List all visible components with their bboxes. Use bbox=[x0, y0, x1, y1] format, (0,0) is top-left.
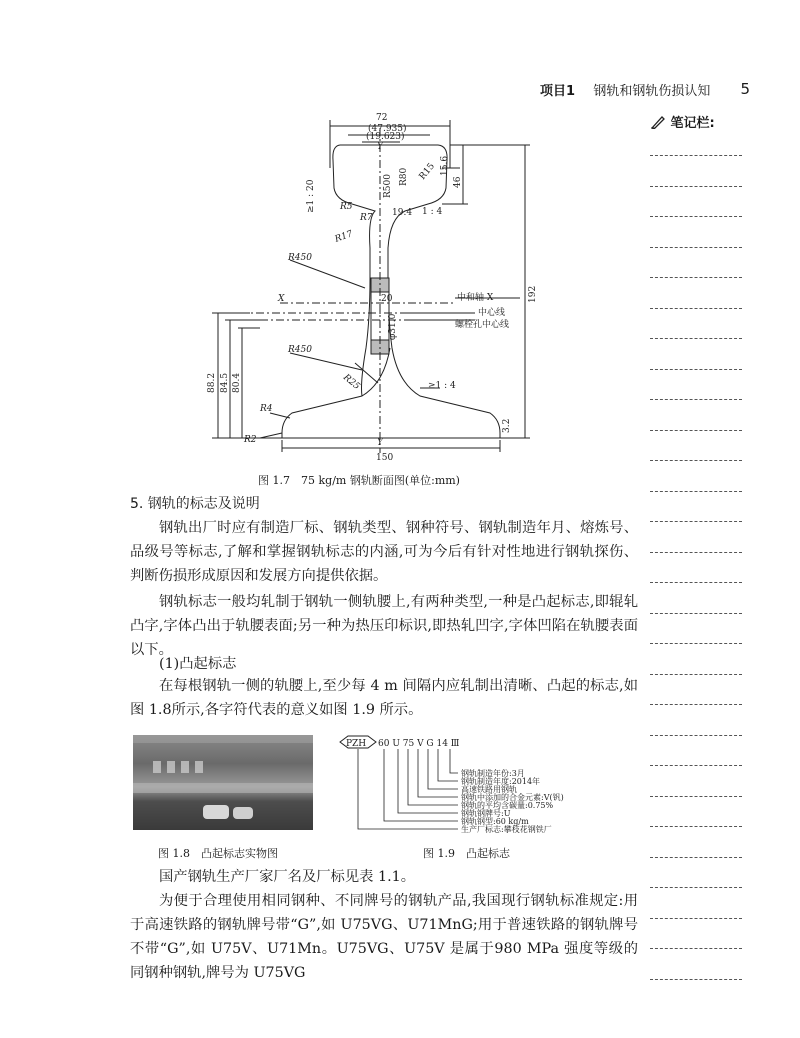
raised-mark-photo bbox=[133, 735, 313, 830]
dim-phi-31: φ31.0 bbox=[388, 313, 398, 340]
pen-icon bbox=[650, 115, 666, 129]
paragraph-4: 国产钢轨生产厂家厂名及厂标见表 1.1。 bbox=[159, 869, 416, 885]
legend-item: 钢轨钢牌号:U bbox=[461, 809, 511, 818]
dim-r17: R17 bbox=[333, 229, 355, 245]
chapter-title: 钢轨和钢轨伤损认知 bbox=[593, 84, 711, 99]
note-line bbox=[650, 369, 742, 370]
dim-r25: R25 bbox=[341, 372, 362, 393]
legend-item: 钢轨制造年度:2014年 bbox=[461, 777, 541, 786]
dim-150: 150 bbox=[376, 453, 394, 463]
note-line bbox=[650, 918, 742, 919]
axis-y-top: Y bbox=[377, 142, 383, 152]
raised-mark-legend-diagram bbox=[338, 735, 618, 835]
dim-19-4: 19.4 bbox=[392, 208, 413, 218]
page-number: 5 bbox=[740, 80, 750, 98]
note-line bbox=[650, 277, 742, 278]
figure-1-7-caption: 图 1.7 75 kg/m 钢轨断面图(单位:mm) bbox=[258, 474, 460, 487]
note-line bbox=[650, 399, 742, 400]
dim-r15: R15 bbox=[417, 161, 438, 182]
bolt-center-label: 螺栓孔中心线 bbox=[455, 320, 510, 330]
note-line bbox=[650, 948, 742, 949]
legend-item: 钢轨中添加的合金元素:V(钒) bbox=[461, 793, 564, 802]
project-label: 项目1 bbox=[540, 84, 576, 99]
neutral-axis-label: 中和轴 X bbox=[457, 293, 494, 303]
dim-r2: R2 bbox=[244, 435, 257, 445]
note-line bbox=[650, 186, 742, 187]
dim-72: 72 bbox=[376, 113, 388, 123]
note-line bbox=[650, 460, 742, 461]
dim-80-4: 80.4 bbox=[232, 372, 242, 393]
dim-192: 192 bbox=[528, 285, 538, 303]
note-line bbox=[650, 430, 742, 431]
note-line bbox=[650, 338, 742, 339]
note-line bbox=[650, 216, 742, 217]
note-line bbox=[650, 521, 742, 522]
axis-y-bottom: Y bbox=[377, 438, 383, 448]
legend-item: 高速铁路用钢轨 bbox=[461, 785, 517, 794]
slope-1-4-a: 1 : 4 bbox=[422, 207, 443, 217]
dim-19: (19.623) bbox=[366, 132, 405, 142]
running-header bbox=[540, 80, 750, 99]
legend-item: 钢轨制造年份:3月 bbox=[461, 769, 525, 778]
dim-r80: R80 bbox=[399, 167, 409, 186]
note-line bbox=[650, 155, 742, 156]
dim-84-5: 84.5 bbox=[220, 372, 230, 393]
note-line bbox=[650, 826, 742, 827]
note-line bbox=[650, 704, 742, 705]
dim-47: (47.935) bbox=[368, 124, 407, 134]
note-line bbox=[650, 247, 742, 248]
paragraph-5: 为便于合理使用相同钢种、不同牌号的钢轨产品,我国现行钢轨标准规定:用于高速铁路的钢轨牌号带“G”,如 U75VG、U71MnG;用于普速铁路的钢轨牌号不带“G”,如 U75V、U71Mn。U75VG、U75V 是属于980 MPa 强度等级的同钢种钢轨,牌号为 U75VG bbox=[130, 893, 638, 981]
dim-15-6: 15.6 bbox=[440, 155, 450, 176]
figure-1-8-caption: 图 1.8 凸起标志实物图 bbox=[158, 847, 278, 860]
legend-item: 钢轨钢型:60 kg/m bbox=[461, 817, 529, 826]
mark-pzh: PZH bbox=[346, 739, 367, 749]
dim-r7: R7 bbox=[360, 213, 373, 223]
note-line bbox=[650, 857, 742, 858]
dim-46: 46 bbox=[453, 176, 463, 188]
dim-r4: R4 bbox=[260, 404, 273, 414]
note-line bbox=[650, 643, 742, 644]
dim-3-2: 3.2 bbox=[502, 418, 512, 433]
legend-item: 钢轨的平均含碳量:0.75% bbox=[461, 801, 554, 810]
note-line bbox=[650, 491, 742, 492]
center-line-label: 中心线 bbox=[478, 308, 506, 318]
dim-r450-top: R450 bbox=[288, 253, 312, 263]
note-line bbox=[650, 582, 742, 583]
subheading-raised-mark: (1)凸起标志 bbox=[159, 656, 237, 672]
dim-r450-bottom: R450 bbox=[288, 345, 312, 355]
slope-1-4-b: ≥1 : 4 bbox=[428, 381, 456, 391]
rail-cross-section-diagram bbox=[200, 108, 540, 466]
paragraph-1: 钢轨出厂时应有制造厂标、钢轨类型、钢种符号、钢轨制造年月、熔炼号、品级号等标志,了解和掌握钢轨标志的内涵,可为今后有针对性地进行钢轨探伤、判断伤损形成原因和发展方向提供依据。 bbox=[130, 520, 638, 584]
section-heading: 5. 钢轨的标志及说明 bbox=[130, 496, 260, 512]
slope-1-20: ≥1 : 20 bbox=[306, 179, 316, 213]
axis-x-left: X bbox=[278, 294, 285, 304]
note-line bbox=[650, 796, 742, 797]
note-line bbox=[650, 552, 742, 553]
note-line bbox=[650, 674, 742, 675]
notes-label: 笔记栏: bbox=[670, 116, 715, 131]
mark-code: 60 U 75 V G 14 Ⅲ bbox=[378, 739, 460, 749]
dim-20: 20 bbox=[381, 294, 393, 304]
note-line bbox=[650, 735, 742, 736]
dim-88-2: 88.2 bbox=[207, 372, 217, 393]
notes-title bbox=[650, 112, 715, 131]
legend-item: 生产厂标志:攀枝花钢铁厂 bbox=[461, 825, 552, 834]
note-line bbox=[650, 887, 742, 888]
paragraph-3: 在每根钢轨一侧的轨腰上,至少每 4 m 间隔内应轧制出清晰、凸起的标志,如图 1.8所示,各字符代表的意义如图 1.9 所示。 bbox=[130, 678, 638, 718]
note-line bbox=[650, 308, 742, 309]
note-line bbox=[650, 979, 742, 980]
dim-r5: R5 bbox=[340, 202, 353, 212]
paragraph-2: 钢轨标志一般均轧制于钢轨一侧轨腰上,有两种类型,一种是凸起标志,即辊轧凸字,字体凸出于轨腰表面;另一种为热压印标识,即热轧凹字,字体凹陷在轨腰表面以下。 bbox=[130, 594, 638, 658]
figure-1-9-caption: 图 1.9 凸起标志 bbox=[423, 847, 510, 860]
note-line bbox=[650, 613, 742, 614]
note-line bbox=[650, 765, 742, 766]
dim-r500: R500 bbox=[383, 174, 393, 198]
